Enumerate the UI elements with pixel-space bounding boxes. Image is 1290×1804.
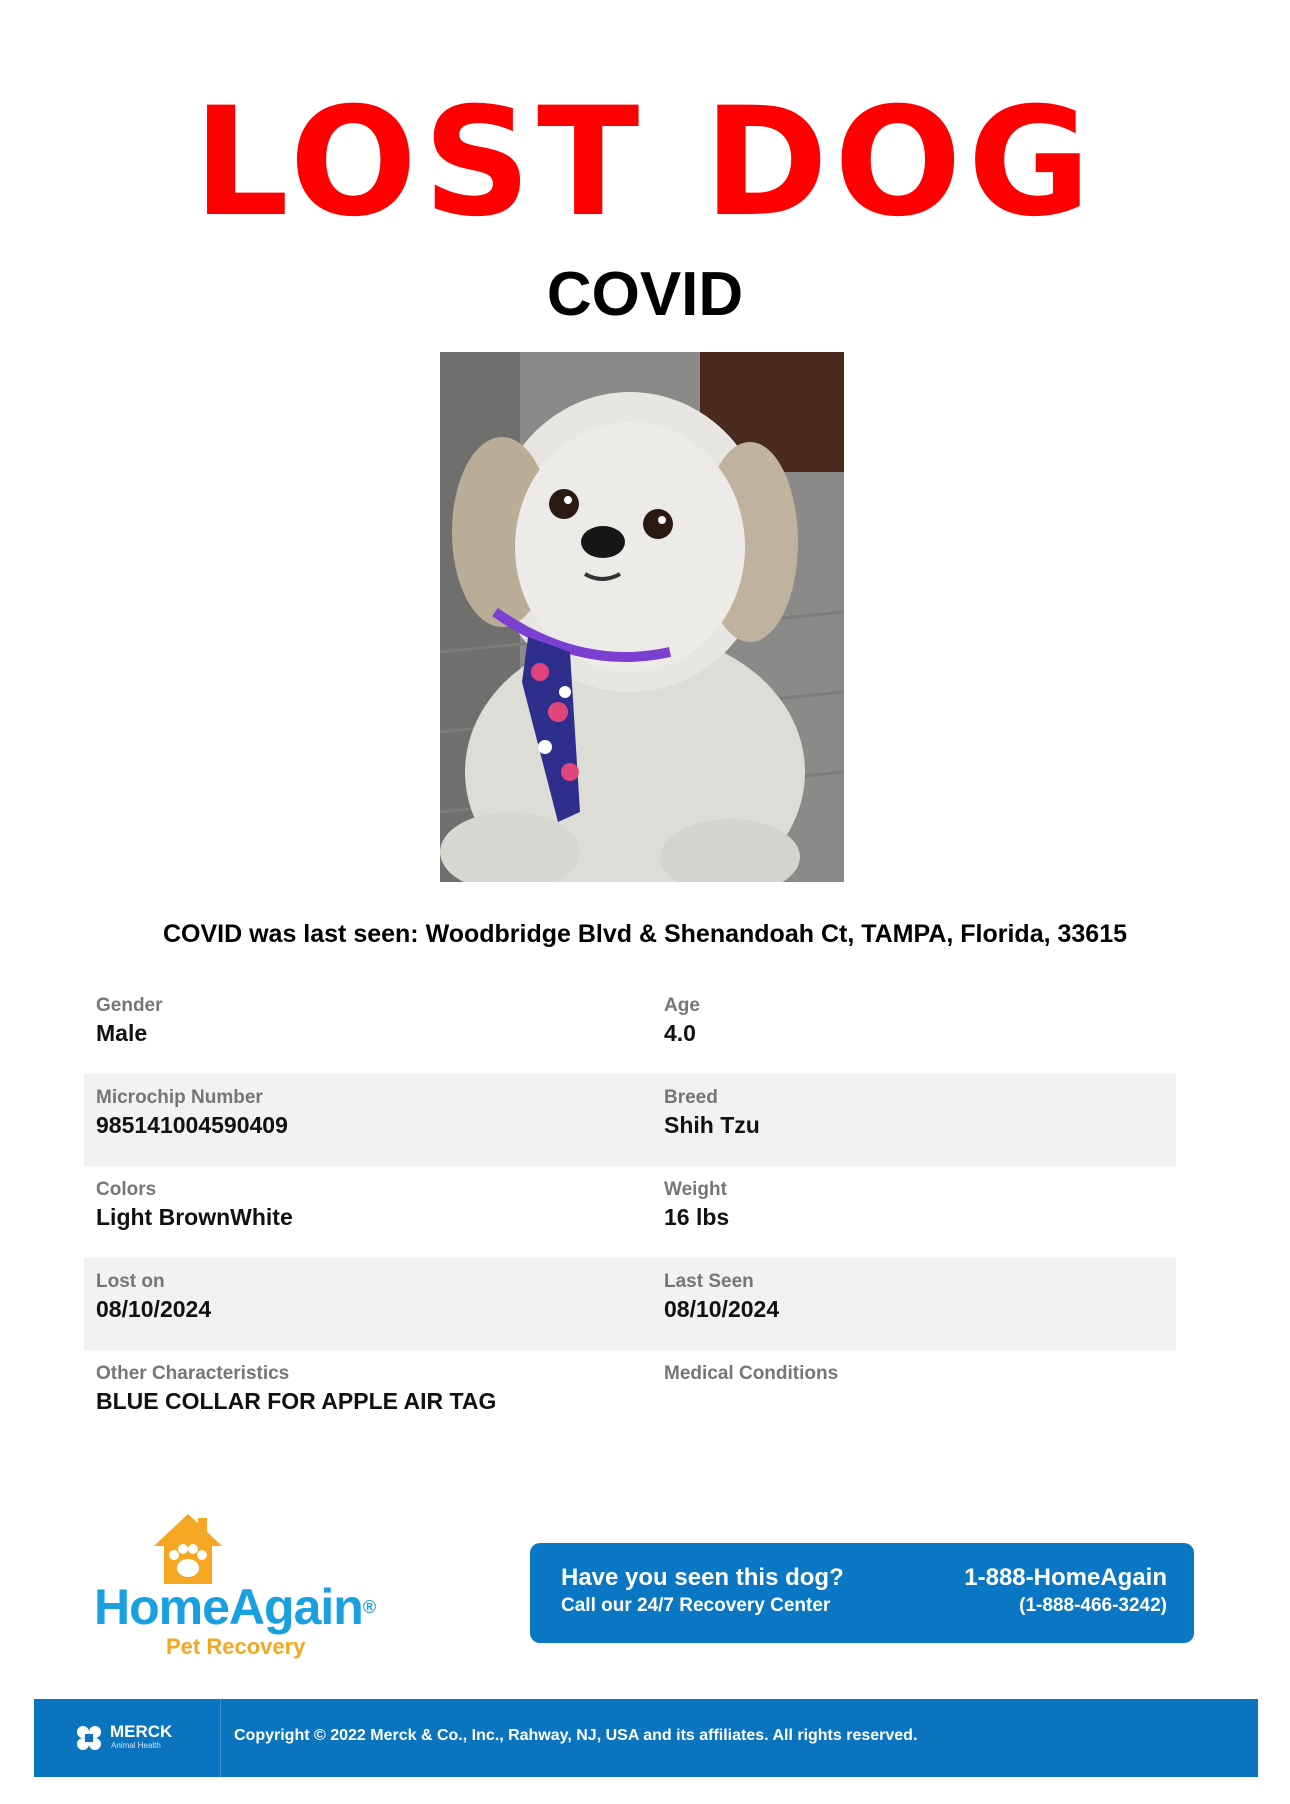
last-seen-text: COVID was last seen: Woodbridge Blvd & Shenandoah Ct, TAMPA, Florida, 33615	[162, 920, 1128, 948]
footer-divider	[220, 1699, 221, 1777]
detail-medical-conditions	[664, 1362, 838, 1386]
logo-registered-mark: ®	[362, 1597, 376, 1617]
detail-label: Microchip Number	[96, 1087, 263, 1108]
detail-value: Male	[96, 1020, 148, 1046]
detail-colors	[96, 1178, 293, 1232]
pet-name: COVID	[546, 260, 744, 329]
details-row	[84, 1074, 1176, 1166]
details-row	[84, 1258, 1176, 1350]
detail-last-seen	[664, 1270, 779, 1324]
logo-word: HomeAgain	[94, 1579, 363, 1635]
merck-icon	[74, 1723, 104, 1753]
merck-logo	[74, 1721, 214, 1761]
details-row	[84, 1166, 1176, 1258]
copyright-text: Copyright © 2022 Merck & Co., Inc., Rahway, NJ, USA and its affiliates. All rights reserved.	[234, 1727, 918, 1744]
detail-label: Breed	[664, 1087, 718, 1108]
recovery-callbox	[530, 1543, 1194, 1643]
callbox-subtitle: Call our 24/7 Recovery Center	[561, 1595, 831, 1616]
merck-subtitle: Animal Health	[111, 1741, 161, 1750]
detail-breed	[664, 1086, 760, 1140]
detail-age	[664, 994, 700, 1048]
homeagain-logo	[94, 1512, 394, 1662]
dog-photo	[440, 352, 844, 882]
detail-label: Gender	[96, 995, 163, 1016]
detail-label: Other Characteristics	[96, 1363, 290, 1384]
merck-wordmark: MERCK	[110, 1722, 173, 1741]
detail-value: Shih Tzu	[664, 1112, 760, 1138]
detail-other-characteristics	[96, 1362, 496, 1416]
detail-value: 4.0	[664, 1020, 696, 1046]
logo-wordmark	[94, 1580, 375, 1634]
detail-value: 08/10/2024	[664, 1296, 780, 1322]
detail-value: 08/10/2024	[96, 1296, 212, 1322]
detail-label: Lost on	[96, 1271, 165, 1292]
details-row	[84, 1350, 1176, 1442]
callbox-question: Have you seen this dog?	[561, 1564, 844, 1591]
detail-value: 16 lbs	[664, 1204, 730, 1230]
detail-label: Age	[664, 995, 700, 1016]
detail-label: Colors	[96, 1179, 157, 1200]
detail-lost-on	[96, 1270, 211, 1324]
detail-value: BLUE COLLAR FOR APPLE AIR TAG	[96, 1388, 497, 1414]
details-row	[84, 982, 1176, 1074]
detail-microchip	[96, 1086, 288, 1140]
footer-bar	[34, 1699, 1258, 1777]
callbox-phone-number[interactable]: (1-888-466-3242)	[1019, 1595, 1167, 1616]
house-paw-icon	[152, 1512, 224, 1586]
detail-label: Medical Conditions	[664, 1363, 839, 1384]
detail-gender	[96, 994, 163, 1048]
logo-subtitle: Pet Recovery	[166, 1634, 306, 1659]
headline: LOST DOG	[193, 76, 1097, 250]
detail-label: Weight	[664, 1179, 727, 1200]
detail-value: 985141004590409	[96, 1112, 288, 1138]
detail-value: Light BrownWhite	[96, 1204, 293, 1230]
details-table	[84, 982, 1176, 1442]
callbox-phone-name[interactable]: 1-888-HomeAgain	[964, 1564, 1167, 1591]
detail-label: Last Seen	[664, 1271, 754, 1292]
detail-weight	[664, 1178, 729, 1232]
